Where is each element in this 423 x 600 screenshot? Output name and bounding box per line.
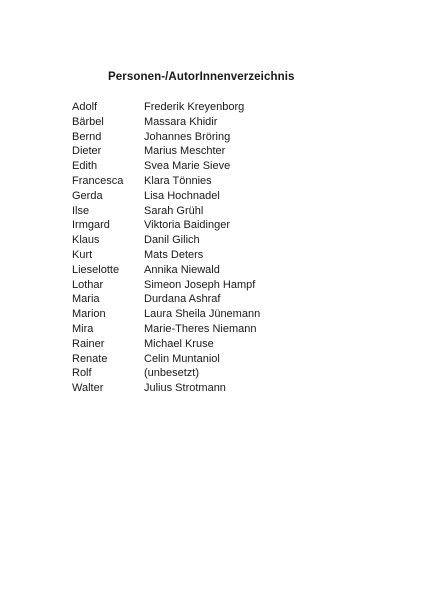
- person-name: Mats Deters: [144, 248, 204, 261]
- role-name: Rolf: [72, 367, 92, 380]
- role-name: Irmgard: [72, 219, 110, 232]
- list-item: [72, 337, 372, 352]
- list-item: [72, 130, 372, 145]
- person-name: Klara Tönnies: [144, 174, 212, 187]
- role-name: Walter: [72, 382, 104, 395]
- role-name: Edith: [72, 160, 98, 173]
- list-item: [72, 381, 372, 396]
- list-item: [72, 189, 372, 204]
- list-item: [72, 174, 372, 189]
- role-name: Marion: [72, 308, 106, 321]
- person-name: Svea Marie Sieve: [144, 160, 231, 173]
- person-name: Massara Khidir: [144, 115, 218, 128]
- list-item: [72, 144, 372, 159]
- role-name: Klaus: [72, 234, 100, 247]
- person-name: Danil Gilich: [144, 234, 200, 247]
- person-name: Michael Kruse: [144, 337, 214, 350]
- person-name: Marius Meschter: [144, 145, 226, 158]
- page-title: Personen-/AutorInnenverzeichnis: [108, 71, 295, 83]
- person-name: Marie-Theres Niemann: [144, 322, 257, 335]
- list-item: [72, 248, 372, 263]
- role-name: Adolf: [72, 101, 98, 113]
- role-name: Francesca: [72, 174, 124, 187]
- person-name: Viktoria Baidinger: [144, 219, 231, 232]
- person-name: Laura Sheila Jünemann: [144, 308, 261, 321]
- list-item: [72, 233, 372, 248]
- list-item: [72, 263, 372, 278]
- person-name: Frederik Kreyenborg: [144, 101, 245, 113]
- role-name: Lothar: [72, 278, 104, 291]
- role-name: Mira: [72, 322, 94, 335]
- person-name: (unbesetzt): [144, 367, 200, 380]
- list-item: [72, 204, 372, 219]
- person-name: Julius Strotmann: [144, 382, 226, 395]
- role-name: Ilse: [72, 204, 90, 217]
- list-item: [72, 218, 372, 233]
- list-item: [72, 100, 372, 115]
- role-name: Bärbel: [72, 115, 104, 128]
- role-name: Dieter: [72, 145, 102, 158]
- role-name: Rainer: [72, 337, 105, 350]
- role-name: Maria: [72, 293, 100, 306]
- role-name: Bernd: [72, 130, 102, 143]
- role-name: Gerda: [72, 189, 103, 202]
- person-name: Lisa Hochnadel: [144, 189, 220, 202]
- cast-list: [72, 100, 372, 396]
- list-item: [72, 278, 372, 293]
- list-item: [72, 292, 372, 307]
- person-name: Durdana Ashraf: [144, 293, 221, 306]
- role-name: Kurt: [72, 248, 93, 261]
- list-item: [72, 307, 372, 322]
- list-item: [72, 115, 372, 130]
- list-item: [72, 322, 372, 337]
- person-name: Celin Muntaniol: [144, 352, 220, 365]
- role-name: Lieselotte: [72, 263, 120, 276]
- person-name: Sarah Grühl: [144, 204, 204, 217]
- person-name: Annika Niewald: [144, 263, 220, 276]
- role-name: Renate: [72, 352, 108, 365]
- list-item: [72, 159, 372, 174]
- person-name: Simeon Joseph Hampf: [144, 278, 256, 291]
- list-item: [72, 366, 372, 381]
- person-name: Johannes Bröring: [144, 130, 231, 143]
- list-item: [72, 352, 372, 367]
